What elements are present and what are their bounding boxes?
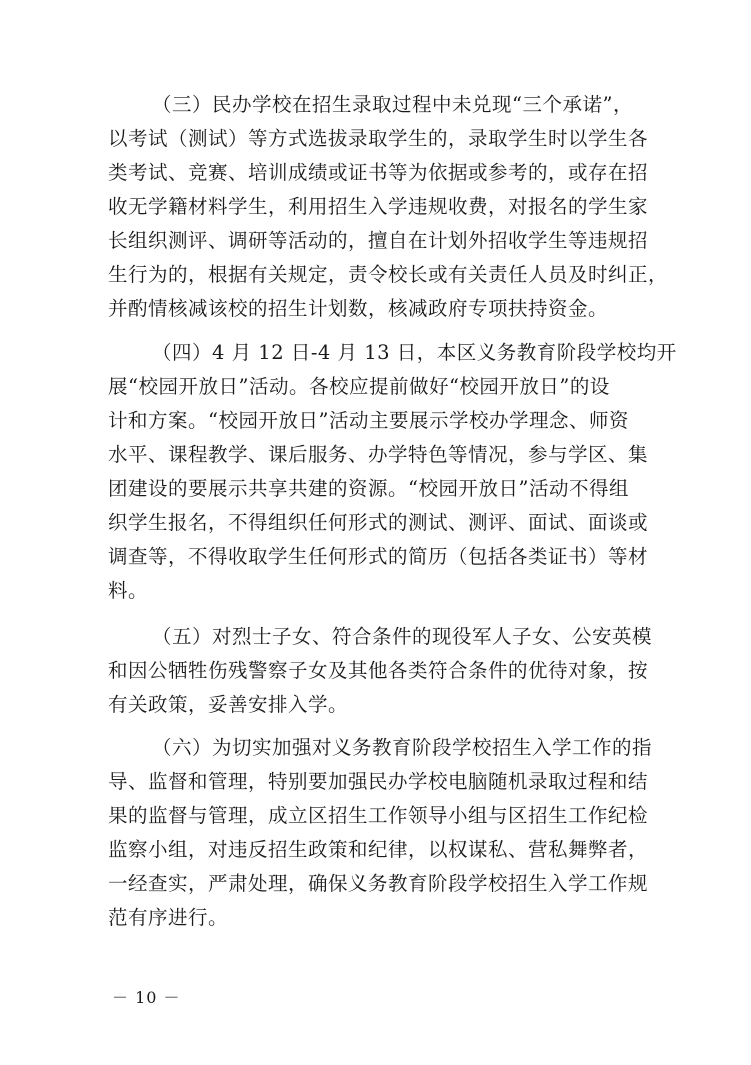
text-line: （五）对烈士子女、符合条件的现役军人子女、公安英模 <box>152 625 653 648</box>
text-line: 一经查实，严肃处理，确保义务教育阶段学校招生入学工作规 <box>108 872 649 895</box>
text-line: 和因公牺牲伤残警察子女及其他各类符合条件的优待对象，按 <box>108 659 649 682</box>
text-line: 导、监督和管理，特别要加强民办学校电脑随机录取过程和结 <box>108 770 649 793</box>
text-line: 并酌情核减该校的招生计划数，核减政府专项扶持资金。 <box>108 297 609 320</box>
text-line: （四）4 月 12 日-4 月 13 日，本区义务教育阶段学校均开 <box>152 341 677 364</box>
page-number: － 10 － <box>112 988 181 1007</box>
text-line: 料。 <box>108 579 149 602</box>
text-line: （六）为切实加强对义务教育阶段学校招生入学工作的指 <box>152 736 653 759</box>
text-line: 织学生报名，不得组织任何形式的测试、测评、面试、面谈或 <box>108 511 649 534</box>
text-line: 有关政策，妥善安排入学。 <box>108 693 349 716</box>
text-line: 展“校园开放日”活动。各校应提前做好“校园开放日”的设 <box>108 375 610 398</box>
text-line: 类考试、竞赛、培训成绩或证书等为依据或参考的，或存在招 <box>108 161 649 184</box>
text-line: 果的监督与管理，成立区招生工作领导小组与区招生工作纪检 <box>108 804 649 827</box>
text-line: （三）民办学校在招生录取过程中未兑现“三个承诺”， <box>152 93 633 116</box>
text-line: 生行为的，根据有关规定，责令校长或有关责任人员及时纠正， <box>108 263 669 286</box>
text-line: 长组织测评、调研等活动的，擅自在计划外招收学生等违规招 <box>108 229 649 252</box>
text-line: 调查等，不得收取学生任何形式的简历（包括各类证书）等材 <box>108 545 649 568</box>
text-line: 收无学籍材料学生，利用招生入学违规收费，对报名的学生家 <box>108 195 649 218</box>
text-line: 计和方案。“校园开放日”活动主要展示学校办学理念、师资 <box>108 409 629 432</box>
text-line: 范有序进行。 <box>108 906 229 929</box>
text-line: 以考试（测试）等方式选拔录取学生的，录取学生时以学生各 <box>108 127 649 150</box>
text-line: 监察小组，对违反招生政策和纪律，以权谋私、营私舞弊者， <box>108 838 649 861</box>
text-line: 水平、课程教学、课后服务、办学特色等情况，参与学区、集 <box>108 443 649 466</box>
text-line: 团建设的要展示共享共建的资源。“校园开放日”活动不得组 <box>108 477 629 500</box>
